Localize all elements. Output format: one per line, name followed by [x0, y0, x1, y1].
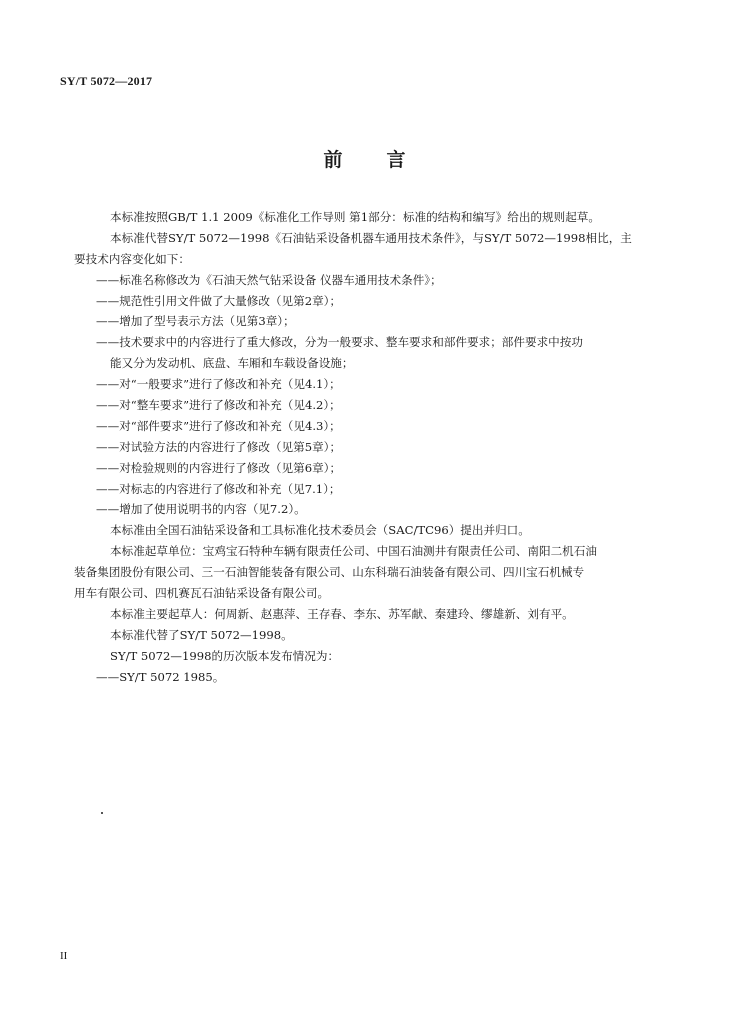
list-item: ——规范性引用文件做了大量修改（见第2章）；: [96, 293, 342, 308]
paragraph-line: 本标准按照GB/T 1.1 2009《标准化工作导则 第1部分：标准的结构和编写》给出的规则起草。: [110, 210, 600, 224]
list-item: ——对标志的内容进行了修改和补充（见7.1）；: [96, 481, 341, 496]
list-item: ——对“整车要求”进行了修改和补充（见4.2）；: [96, 398, 341, 413]
foreword-body: [74, 207, 666, 687]
list-item: ——对试验方法的内容进行了修改（见第5章）；: [96, 439, 342, 454]
list-item: ——对“一般要求”进行了修改和补充（见4.1）；: [96, 377, 341, 392]
paragraph-line: 本标准代替SY/T 5072—1998《石油钻采设备机器车通用技术条件》，与SY/T 5072—1998相比，主: [110, 230, 632, 245]
page-number: II: [60, 950, 68, 962]
paragraph-line: SY/T 5072—1998的历次版本发布情况为：: [110, 648, 340, 663]
list-item: ——增加了使用说明书的内容（见7.2）。: [96, 502, 306, 517]
paragraph-line: 要技术内容变化如下：: [74, 251, 190, 266]
list-item: ——对“部件要求”进行了修改和补充（见4.3）；: [96, 418, 341, 433]
title-char-left: 前: [323, 149, 343, 171]
paragraph-line: 本标准起草单位：宝鸡宝石特种车辆有限责任公司、中国石油测井有限责任公司、南阳二机石油: [110, 544, 597, 559]
list-item: ——增加了型号表示方法（见第3章）；: [96, 314, 295, 329]
paragraph-line: 用车有限公司、四机赛瓦石油钻采设备有限公司。: [74, 586, 330, 601]
paragraph-line: 本标准主要起草人：何周新、赵惠萍、王存春、李东、苏军献、秦建玲、缪雄新、刘有平。: [110, 606, 574, 621]
title-char-right: 言: [386, 149, 406, 171]
list-item: ——技术要求中的内容进行了重大修改，分为一般要求、整车要求和部件要求；部件要求中按功: [96, 335, 583, 350]
list-item: ——对检验规则的内容进行了修改（见第6章）；: [96, 460, 342, 475]
list-item-continuation: 能又分为发动机、底盘、车厢和车载设备设施；: [110, 356, 354, 371]
speck-mark: [101, 812, 103, 814]
paragraph-line: 本标准代替了SY/T 5072—1998。: [110, 627, 293, 642]
standard-number: SY/T 5072—2017: [60, 74, 153, 88]
page-title: [0, 145, 729, 172]
paragraph-line: 本标准由全国石油钻采设备和工具标准化技术委员会（SAC/TC96）提出并归口。: [110, 523, 530, 538]
list-item: ——SY/T 5072 1985。: [96, 669, 225, 684]
paragraph-line: 装备集团股份有限公司、三一石油智能装备有限公司、山东科瑞石油装备有限公司、四川宝石机械专: [74, 565, 585, 580]
list-item: ——标准名称修改为《石油天然气钻采设备 仪器车通用技术条件》；: [96, 272, 442, 287]
